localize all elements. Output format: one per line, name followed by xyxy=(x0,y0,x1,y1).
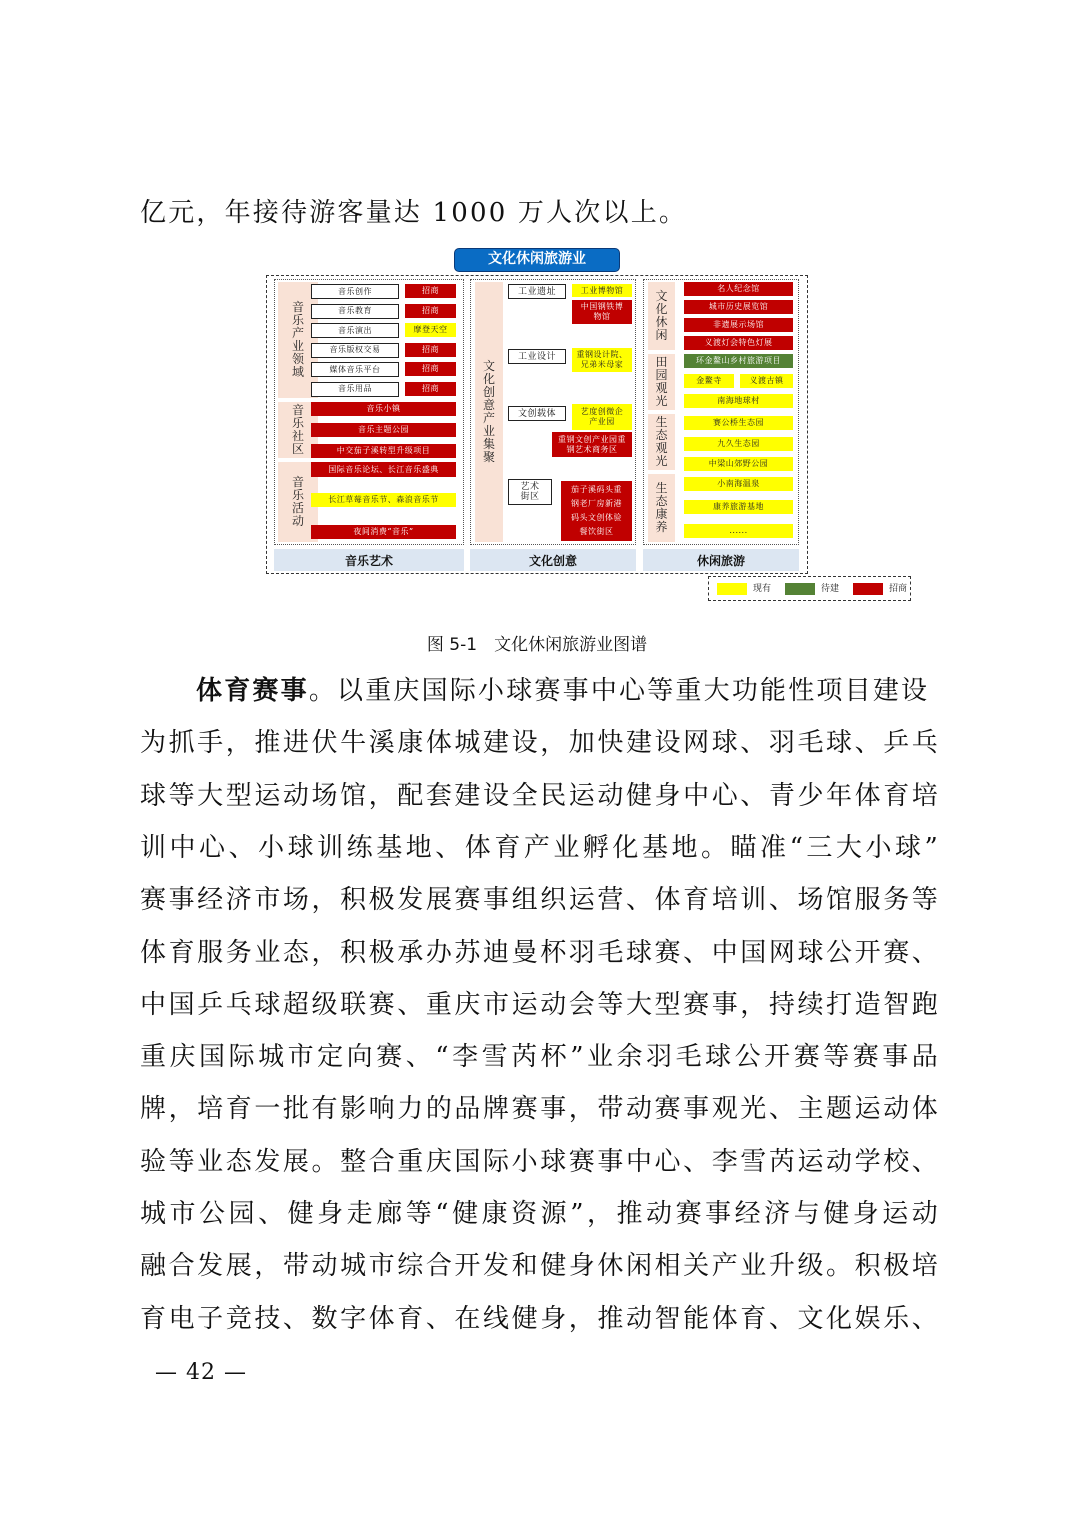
paragraph-line: 验等业态发展。整合重庆国际小球赛事中心、李雪芮运动学校、 xyxy=(140,1146,940,1177)
paragraph-line: 中国乒乓球超级联赛、重庆市运动会等大型赛事，持续打造智跑 xyxy=(140,989,940,1020)
leisure-cat-rural: 田园观光 xyxy=(648,354,675,410)
creative-item: 茄子溪码头重钢老厂房新港码头文创体验餐饮街区 xyxy=(561,481,632,541)
music-industry-tag: 招商 xyxy=(405,382,456,396)
legend-label: 待建 xyxy=(821,584,840,594)
leisure-cat-wellness: 生态康养 xyxy=(648,474,675,542)
music-industry-tag: 招商 xyxy=(405,304,456,318)
legend xyxy=(708,576,911,601)
leisure-item: 康养旅游基地 xyxy=(684,500,793,514)
leisure-item: 非遗展示场馆 xyxy=(684,318,793,332)
music-industry-item: 音乐创作 xyxy=(311,284,399,299)
creative-group: 工业设计 xyxy=(508,349,566,364)
leisure-item: 义渡灯会特色灯展 xyxy=(684,336,793,350)
legend-swatch-existing xyxy=(717,583,747,595)
music-industry-tag: 招商 xyxy=(405,284,456,298)
creative-item: 重钢文创产业园重钢艺术商务区 xyxy=(552,432,632,457)
paragraph-line: 球等大型运动场馆，配套建设全民运动健身中心、青少年体育培 xyxy=(140,780,940,811)
leisure-item: 义渡古镇 xyxy=(740,374,793,388)
figure-caption: 图 5-1 文化休闲旅游业图谱 xyxy=(426,635,648,655)
music-industry-item: 音乐用品 xyxy=(311,382,399,397)
diagram-title: 文化休闲旅游业 xyxy=(454,248,620,272)
music-industry-item: 音乐教育 xyxy=(311,304,399,319)
paragraph-line: 体育服务业态，积极承办苏迪曼杯羽毛球赛、中国网球公开赛、 xyxy=(140,937,940,968)
page-number: — 42 — xyxy=(155,1360,247,1385)
music-industry-tag: 摩登天空 xyxy=(405,323,456,337)
music-cat-industry: 音乐产业领域 xyxy=(278,282,318,398)
leisure-item: 中梁山郊野公园 xyxy=(684,457,793,471)
music-footer: 音乐艺术 xyxy=(274,549,464,571)
creative-item: 中国钢铁博物馆 xyxy=(572,300,632,324)
music-industry-item: 媒体音乐平台 xyxy=(311,362,399,377)
paragraph-line: 体育赛事。以重庆国际小球赛事中心等重大功能性项目建设 xyxy=(196,676,930,706)
paragraph-line: 城市公园、健身走廊等“健康资源”，推动赛事经济与健身运动 xyxy=(140,1199,940,1229)
paragraph-line: 育电子竞技、数字体育、在线健身，推动智能体育、文化娱乐、 xyxy=(140,1303,940,1334)
creative-category: 文化创意产业集聚 xyxy=(475,282,503,542)
section-lead: 体育赛事 xyxy=(196,676,309,706)
leisure-item: 赛公桥生态园 xyxy=(684,416,793,430)
top-line: 亿元，年接待游客量达 1000 万人次以上。 xyxy=(140,198,688,228)
leisure-item: 名人纪念馆 xyxy=(684,282,793,296)
music-item: 音乐主题公园 xyxy=(311,423,456,437)
creative-item: 工业博物馆 xyxy=(572,284,632,297)
music-industry-tag: 招商 xyxy=(405,362,456,376)
music-industry-item: 音乐演出 xyxy=(311,323,399,338)
music-item: 长江草莓音乐节、森浪音乐节 xyxy=(311,493,456,507)
legend-label: 招商 xyxy=(889,584,908,594)
leisure-footer: 休闲旅游 xyxy=(643,549,799,571)
legend-swatch-planned xyxy=(785,583,815,595)
creative-item: 重钢设计院、兄弟米母家 xyxy=(572,348,632,372)
leisure-item: 南海地球村 xyxy=(684,394,793,408)
creative-group: 工业遗址 xyxy=(508,284,566,299)
creative-footer: 文化创意 xyxy=(470,549,636,571)
music-cat-community: 音乐社区 xyxy=(278,402,318,458)
leisure-item: 环金鳌山乡村旅游项目 xyxy=(684,354,793,368)
paragraph-line: 牌，培育一批有影响力的品牌赛事，带动赛事观光、主题运动体 xyxy=(140,1094,940,1125)
music-industry-tag: 招商 xyxy=(405,343,456,357)
paragraph-line: 融合发展，带动城市综合开发和健身休闲相关产业升级。积极培 xyxy=(140,1251,940,1282)
music-cat-activity: 音乐活动 xyxy=(278,462,318,542)
creative-group: 艺术街区 xyxy=(508,479,552,505)
leisure-item: ...... xyxy=(684,524,793,538)
creative-group: 文创载体 xyxy=(508,406,566,421)
leisure-cat-eco: 生态观光 xyxy=(648,414,675,470)
paragraph-line: 赛事经济市场，积极发展赛事组织运营、体育培训、场馆服务等 xyxy=(140,885,940,916)
leisure-cat-culture: 文化休闲 xyxy=(648,282,675,350)
paragraph-line: 重庆国际城市定向赛、“李雪芮杯”业余羽毛球公开赛等赛事品 xyxy=(140,1042,940,1073)
paragraph-line: 为抓手，推进伏牛溪康体城建设，加快建设网球、羽毛球、乒乓 xyxy=(140,728,940,759)
music-industry-item: 音乐版权交易 xyxy=(311,343,399,358)
leisure-item: 金鳌寺 xyxy=(684,374,734,388)
leisure-item: 城市历史展览馆 xyxy=(684,300,793,314)
leisure-item: 小南海温泉 xyxy=(684,477,793,491)
industry-diagram xyxy=(264,244,914,604)
music-item: 中交茄子溪转型升级项目 xyxy=(311,444,456,458)
leisure-item: 九久生态园 xyxy=(684,437,793,451)
legend-label: 现有 xyxy=(753,584,772,594)
paragraph-line: 训中心、小球训练基地、体育产业孵化基地。瞄准“三大小球” xyxy=(140,832,940,863)
creative-item: 艺度创微企产业园 xyxy=(572,404,632,430)
legend-swatch-investment xyxy=(853,583,883,595)
music-item: 国际音乐论坛、长江音乐盛典 xyxy=(311,462,456,477)
music-item: 音乐小镇 xyxy=(311,402,456,416)
music-item: 夜间消费“音乐” xyxy=(311,525,456,539)
